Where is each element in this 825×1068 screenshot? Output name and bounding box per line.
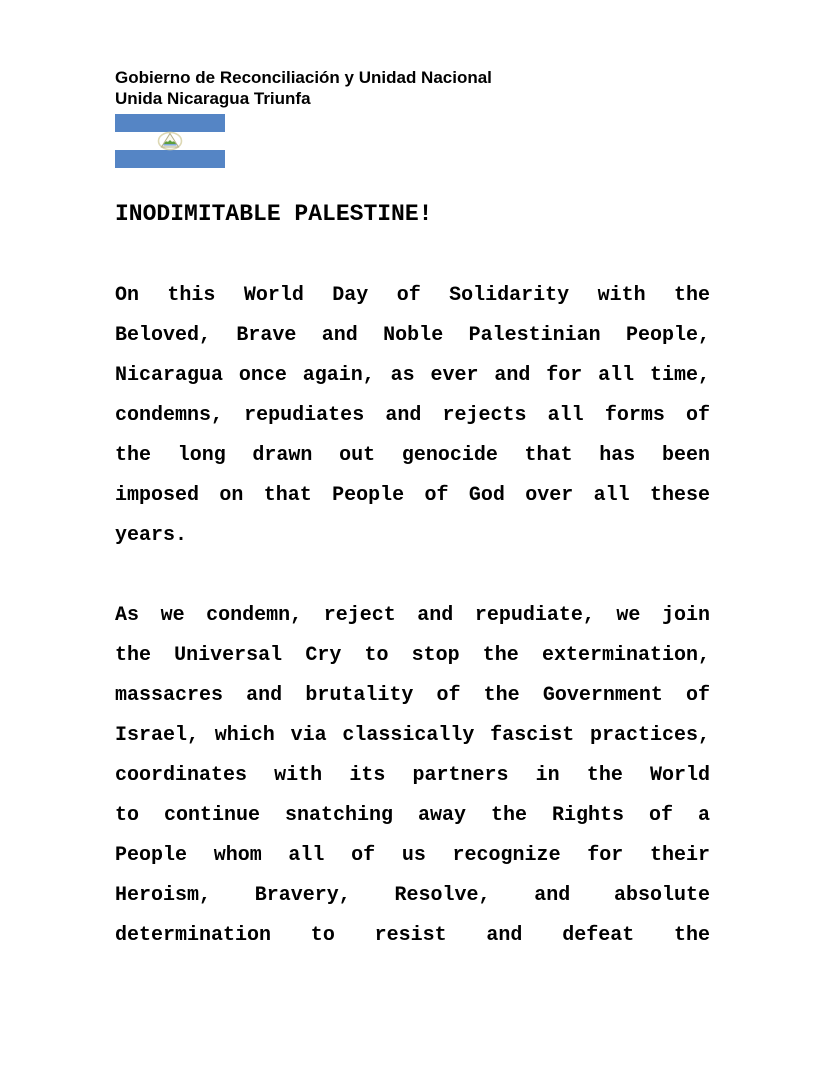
body-line: to continue snatching away the Rights of a bbox=[115, 804, 710, 827]
flag-stripe-bottom bbox=[115, 150, 225, 168]
body-line: determination to resist and defeat the bbox=[115, 924, 710, 947]
body-line: As we condemn, reject and repudiate, we join bbox=[115, 604, 710, 627]
paragraph-2 bbox=[115, 596, 710, 956]
body-line: the long drawn out genocide that has been bbox=[115, 444, 710, 467]
letterhead-line2: Unida Nicaragua Triunfa bbox=[115, 89, 311, 108]
paragraph-1 bbox=[115, 276, 710, 556]
letterhead bbox=[115, 67, 710, 109]
letterhead-line1: Gobierno de Reconciliación y Unidad Nacional bbox=[115, 68, 492, 87]
body-line: Israel, which via classically fascist practices, bbox=[115, 724, 710, 747]
body-line: the Universal Cry to stop the extermination, bbox=[115, 644, 710, 667]
body-line: coordinates with its partners in the World bbox=[115, 764, 710, 787]
body-line: years. bbox=[115, 524, 188, 547]
body-line: condemns, repudiates and rejects all forms of bbox=[115, 404, 710, 427]
body-line: massacres and brutality of the Government of bbox=[115, 684, 710, 707]
body-line: Beloved, Brave and Noble Palestinian People, bbox=[115, 324, 710, 347]
body-line: People whom all of us recognize for their bbox=[115, 844, 710, 867]
body-line: Heroism, Bravery, Resolve, and absolute bbox=[115, 884, 710, 907]
document-title: INODIMITABLE PALESTINE! bbox=[115, 201, 433, 227]
nicaragua-flag-image bbox=[115, 114, 225, 168]
body-line: imposed on that People of God over all these bbox=[115, 484, 710, 507]
body-line: Nicaragua once again, as ever and for all time, bbox=[115, 364, 710, 387]
body-line: On this World Day of Solidarity with the bbox=[115, 284, 710, 307]
flag-stripe-top bbox=[115, 114, 225, 132]
